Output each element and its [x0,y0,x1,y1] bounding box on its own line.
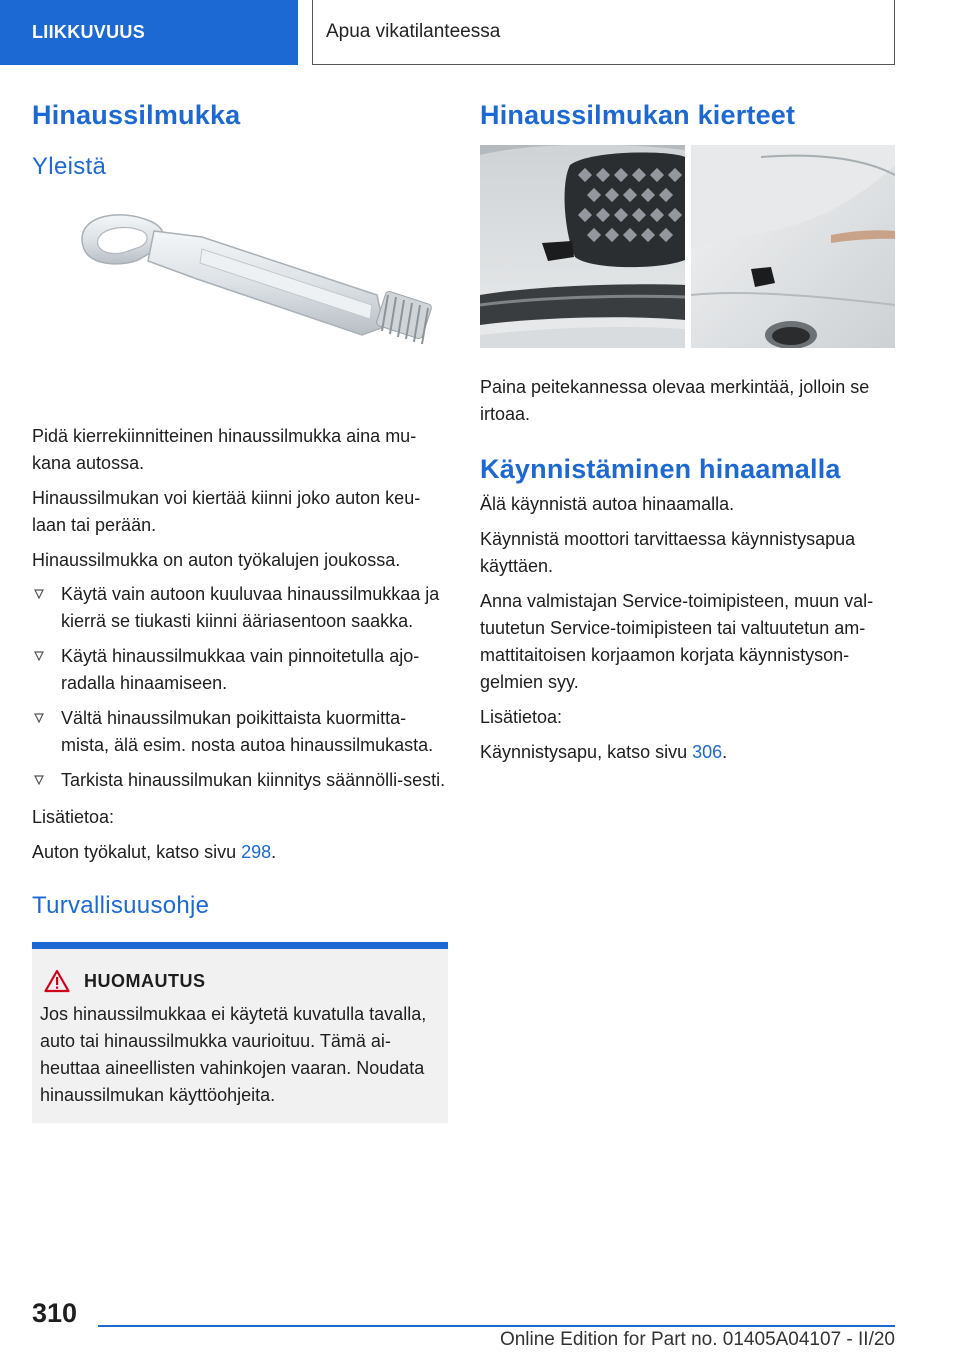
subsection-title: Apua vikatilanteessa [326,21,501,42]
footer-divider [98,1325,895,1327]
cross-reference-right [480,739,895,766]
safety-heading: Turvallisuusohje [32,892,210,919]
photo-caption: Paina peitekannessa olevaa merkintää, jolloin se irtoaa. [480,377,870,424]
bullet-triangle-icon [34,589,44,599]
list-item [32,705,448,759]
warning-title: HUOMAUTUS [84,970,206,991]
subsection-header [312,0,895,65]
bullet-triangle-icon [34,651,44,661]
paragraph-3-right: Anna valmistajan Service-toimipisteen, muun val-tuutetun Service-toimipisteen tai valtuutetun am-mattitaitoisen korjaamon korjata käynnistyson-gelmien syy. [480,591,874,692]
edition-text: Online Edition for Part no. 01405A04107 - II/20 [499,1329,895,1350]
section-tab [0,0,298,65]
page-link-306[interactable]: 306 [692,742,723,762]
list-item-text: Tarkista hinaussilmukan kiinnitys säännölli-sesti. [61,770,446,790]
list-item [32,643,448,697]
paragraph-2-right: Käynnistä moottori tarvittaessa käynnistysapua käyttäen. [480,529,856,576]
section-title: LIIKKUVUUS [32,22,146,42]
cross-reference-end: . [722,742,728,762]
cross-reference-end: . [271,842,277,862]
paragraph-1: Pidä kierrekiinnitteinen hinaussilmukka aina mu-kana autossa. [32,426,417,473]
warning-box [32,942,448,1123]
paragraph-1-right: Älä käynnistä autoa hinaamalla. [480,494,735,514]
list-item-text: Käytä vain autoon kuuluvaa hinaussilmukkaa ja kierrä se tiukasti kiinni ääriasentoon saakka. [61,584,440,631]
list-item [32,581,448,635]
warning-header [40,969,440,993]
tow-eye-image [32,187,448,417]
paragraph-2: Hinaussilmukan voi kiertää kiinni joko auton keu-laan tai perään. [32,488,421,535]
list-item [32,767,448,794]
bullet-list [32,581,448,794]
warning-text: Jos hinaussilmukkaa ei käytetä kuvatulla tavalla, auto tai hinaussilmukka vaurioituu. Tämä ai-heuttaa aineellisten vahinkojen vaaran. Noudata hinaussilmukan käyttöohjeita. [40,1004,427,1105]
general-heading: Yleistä [32,153,107,180]
page-title: Hinaussilmukka [32,100,241,130]
photos-row [480,145,895,348]
page-link-298[interactable]: 298 [241,842,272,862]
tow-start-heading: Käynnistäminen hinaamalla [480,454,841,484]
page-number: 310 [32,1298,78,1328]
front-bumper-photo [480,145,685,348]
bullet-triangle-icon [34,775,44,785]
left-column [32,100,448,1123]
more-info-label: Lisätietoa: [32,807,115,827]
bullet-triangle-icon [34,713,44,723]
paragraph-3: Hinaussilmukka on auton työkalujen joukossa. [32,550,401,570]
cross-reference [32,839,448,866]
more-info-label-right: Lisätietoa: [480,707,563,727]
right-column [480,100,895,766]
warning-triangle-icon [44,969,70,993]
list-item-text: Käytä hinaussilmukkaa vain pinnoitetulla ajo-radalla hinaamiseen. [61,646,420,693]
cross-reference-text: Käynnistysapu, katso sivu [480,742,693,762]
section-title-threads: Hinaussilmukan kierteet [480,100,796,130]
cross-reference-text: Auton työkalut, katso sivu [32,842,242,862]
list-item-text: Vältä hinaussilmukan poikittaista kuormitta-mista, älä esim. nosta autoa hinaussilmukasta. [61,708,434,755]
rear-bumper-photo [691,145,895,348]
